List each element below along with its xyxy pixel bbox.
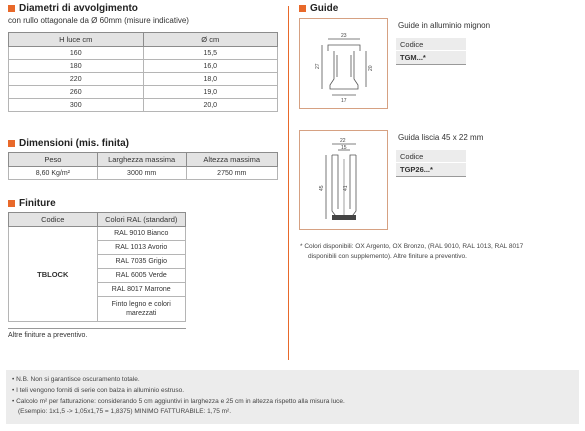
cell: 8,60 Kg/m² [9, 167, 98, 180]
dim-label: 22 [340, 138, 346, 144]
color-cell: Finto legno e colori marezzati [97, 297, 186, 322]
section-marker [8, 5, 15, 12]
guide-liscia-drawing [299, 130, 388, 230]
dim-label: 45 [319, 185, 325, 191]
cell: 16,0 [143, 60, 278, 73]
cell: 15,5 [143, 47, 278, 60]
dimensioni-title-text: Dimensioni (mis. finita) [19, 138, 130, 149]
table-row [9, 227, 186, 241]
col-altezza: Altezza massima [186, 153, 277, 167]
note-line: • Calcolo m² per fatturazione: considerando 5 cm aggiuntivi in larghezza e 25 cm in altezza rispetto alla misura luce. [12, 398, 345, 405]
col-codice: Codice [9, 213, 98, 227]
dim-label: 17 [341, 98, 347, 104]
section-marker [8, 200, 15, 207]
finiture-code: TBLOCK [9, 227, 98, 322]
table-row [9, 47, 278, 60]
guide2-code: TGP26...* [400, 165, 433, 174]
guide-liscia-profile-icon [300, 131, 387, 229]
col-peso: Peso [9, 153, 98, 167]
color-cell: RAL 1013 Avorio [97, 241, 186, 255]
table-row [9, 60, 278, 73]
cell: 18,0 [143, 73, 278, 86]
footnote-line: * Colori disponibili: OX Argento, OX Bronzo, (RAL 9010, RAL 1013, RAL 8017 [300, 243, 524, 250]
guide-title-text: Guide [310, 3, 339, 14]
guide2-code-box [396, 150, 466, 177]
guide2-name: Guida liscia 45 x 22 mm [398, 133, 484, 142]
dimensioni-title [8, 138, 129, 149]
table-row [9, 99, 278, 112]
dim-label: 20 [368, 65, 374, 71]
cell: 19,0 [143, 86, 278, 99]
guide1-name: Guide in alluminio mignon [398, 21, 491, 30]
guide-footnote [300, 242, 523, 262]
guide-title [299, 3, 338, 14]
dim-label: 27 [315, 63, 321, 69]
note-line: • N.B. Non si garantisce oscuramento totale. [12, 376, 140, 383]
dim-label: 41 [343, 185, 349, 191]
dim-label: 15 [341, 145, 347, 151]
footnote-line: disponibili con supplemento). Altre finiture a preventivo. [308, 253, 467, 260]
col-h-luce: H luce cm [9, 33, 144, 47]
guide-mignon-profile-icon [300, 19, 387, 108]
cell: 220 [9, 73, 144, 86]
diametri-table [8, 32, 278, 112]
table-row [9, 167, 278, 180]
col-larghezza: Larghezza massima [97, 153, 186, 167]
notes-bar [6, 370, 579, 424]
guide1-code-label: Codice [396, 38, 466, 51]
dimensioni-table [8, 152, 278, 180]
color-cell: RAL 8017 Marrone [97, 283, 186, 297]
guide-mignon-drawing [299, 18, 388, 109]
table-row [9, 73, 278, 86]
cell: 300 [9, 99, 144, 112]
color-cell: RAL 9010 Bianco [97, 227, 186, 241]
finiture-note: Altre finiture a preventivo. [8, 332, 88, 339]
finiture-table [8, 212, 186, 322]
divider [8, 328, 186, 329]
diametri-title [8, 3, 138, 14]
section-marker [299, 5, 306, 12]
cell: 2750 mm [186, 167, 277, 180]
color-cell: RAL 7035 Grigio [97, 255, 186, 269]
table-row [9, 86, 278, 99]
finiture-title [8, 198, 56, 209]
dim-label: 23 [341, 33, 347, 39]
diametri-title-text: Diametri di avvolgimento [19, 3, 138, 14]
cell: 260 [9, 86, 144, 99]
guide1-code: TGM...* [400, 53, 426, 62]
guide1-code-box [396, 38, 466, 65]
guide2-code-label: Codice [396, 150, 466, 163]
diametri-subtitle: con rullo ottagonale da Ø 60mm (misure indicative) [8, 16, 189, 25]
col-colori: Colori RAL (standard) [97, 213, 186, 227]
section-marker [8, 140, 15, 147]
color-cell: RAL 6005 Verde [97, 269, 186, 283]
cell: 20,0 [143, 99, 278, 112]
note-line: • I teli vengono forniti di serie con balza in alluminio estruso. [12, 387, 185, 394]
cell: 180 [9, 60, 144, 73]
column-divider [288, 6, 289, 360]
cell: 3000 mm [97, 167, 186, 180]
finiture-title-text: Finiture [19, 198, 56, 209]
cell: 160 [9, 47, 144, 60]
note-line: (Esempio: 1x1,5 -> 1,05x1,75 = 1,8375) MINIMO FATTURABILE: 1,75 m². [18, 408, 232, 415]
col-diametro: Ø cm [143, 33, 278, 47]
